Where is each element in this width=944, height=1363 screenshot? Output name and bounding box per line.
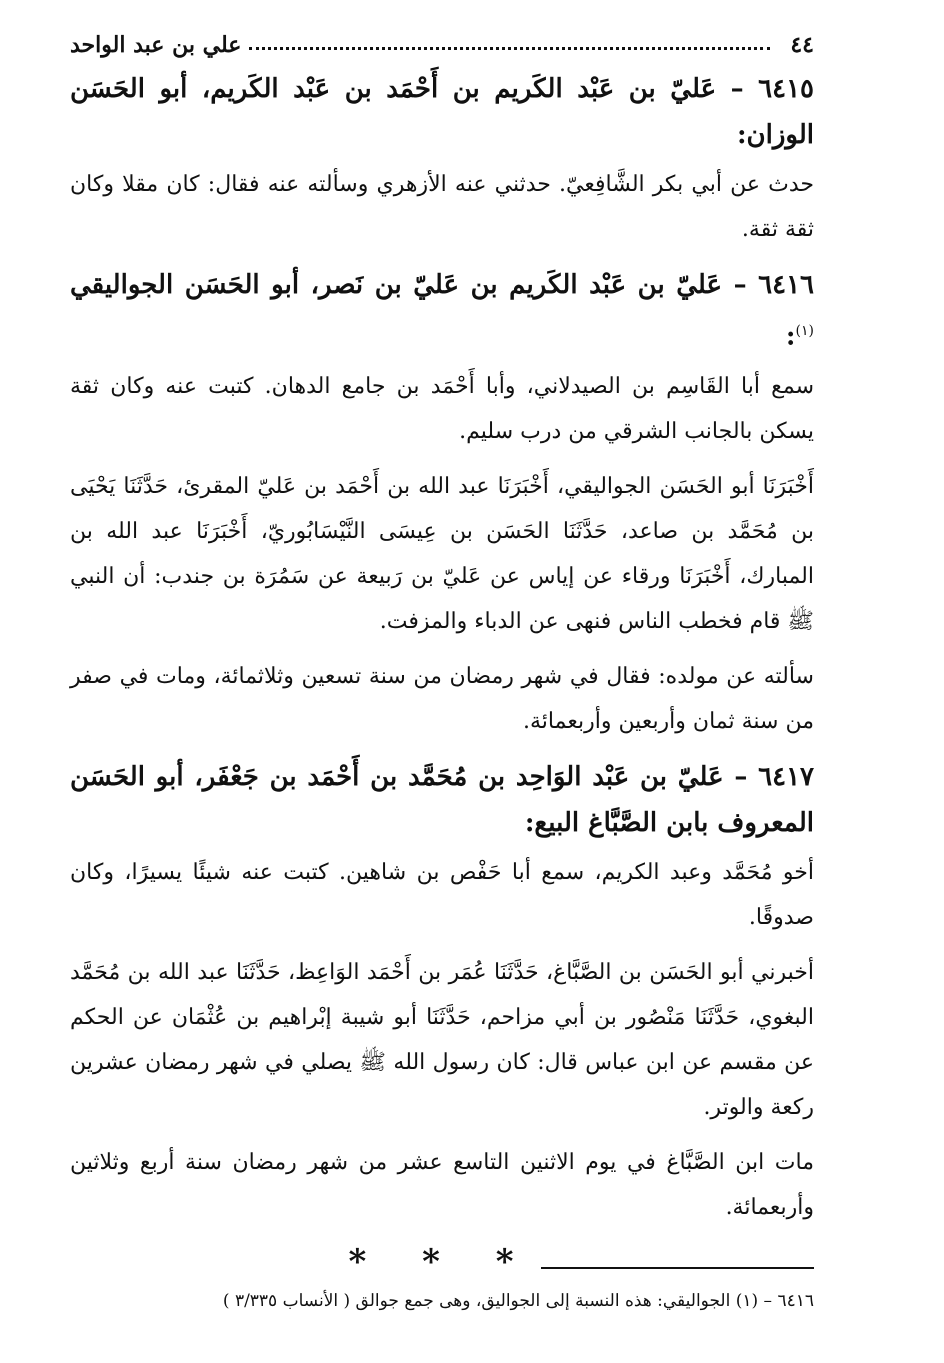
running-title: علي بن عبد الواحد <box>70 32 242 58</box>
entry-heading-text: ٦٤١٥ – عَليّ بن عَبْد الكَريم بن أَحْمَد بن عَبْد الكَريم، أبو الحَسَن الوزان: <box>70 74 814 150</box>
entry-paragraph: مات ابن الصَّبَّاغ في يوم الاثنين التاسع عشر من شهر رمضان سنة أربع وثلاثين وأربعمائة. <box>70 1149 814 1220</box>
header-dot-leader <box>249 47 770 50</box>
entry-paragraph: حدث عن أبي بكر الشَّافِعيّ. حدثني عنه الأزهري وسألته عنه فقال: كان مقلا وكان ثقة ثقة. <box>70 172 814 242</box>
entry-paragraph: أخبرني أبو الحَسَن بن الصَّبَّاغ، حَدَّثَنَا عُمَر بن أَحْمَد الوَاعِظ، حَدَّثَنَا عبد الله بن مُحَمَّد البغوي، حَدَّثَنَا مَنْصُور بن أبي مزاحم، حَدَّثَنَا أبو شيبة إبْراهيم بن عُثْمَان عن الحكم عن مقسم عن ابن عباس قال: كان رسول الله ﷺ يصلي في شهر رمضان عشرين ركعة والوتر. <box>70 959 814 1120</box>
entry-heading-text: ٦٤١٦ – عَليّ بن عَبْد الكَريم بن عَليّ بن نَصر، أبو الحَسَن الجواليقي <box>70 270 814 300</box>
entry-paragraph: أخو مُحَمَّد وعبد الكريم، سمع أبا حَفْص بن شاهين. كتبت عنه شيئًا يسيرًا، وكان صدوقًا. <box>70 859 814 930</box>
entry-paragraph: سألته عن مولده: فقال في شهر رمضان من سنة تسعين وثلاثمائة، ومات في صفر من سنة ثمان وأربعين وأربعمائة. <box>70 663 814 734</box>
page-number: ٤٤ <box>790 32 814 58</box>
entry-paragraph: أَخْبَرَنَا أبو الحَسَن الجواليقي، أَخْبَرَنَا عبد الله بن أَحْمَد بن عَليّ المقرئ، حَدَّثَنَا يَحْيَى بن مُحَمَّد بن صاعد، حَدَّثَنَا الحَسَن بن عِيسَى النَّيْسَابُوريّ، أَخْبَرَنَا عبد الله بن المبارك، أَخْبَرَنَا ورقاء عن إياس عن عَليّ بن رَبيعة عن سَمُرَة بن جندب: أن النبي ﷺ قام فخطب الناس فنهى عن الدباء والمزفت. <box>70 473 814 634</box>
section-separator-stars: * * * <box>348 1241 536 1282</box>
entry-heading-text: ٦٤١٧ – عَليّ بن عَبْد الوَاحِد بن مُحَمَّد بن أَحْمَد بن جَعْفَر، أبو الحَسَن المعروف بابن الصَّبَّاغ البيع: <box>70 761 814 838</box>
entry-paragraph: سمع أبا القَاسِم بن الصيدلاني، وأبا أَحْمَد بن جامع الدهان. كتبت عنه وكان ثقة يسكن بالجانب الشرقي من درب سليم. <box>70 373 814 444</box>
page-body <box>70 66 814 1282</box>
page-header <box>70 30 814 60</box>
footnote-reference[interactable]: (١) <box>795 323 814 339</box>
entry-heading-6415 <box>70 66 814 158</box>
footnote: ٦٤١٦ – (١) الجواليقي: هذه النسبة إلى الجواليق، وهى جمع جوالق ( الأنساب ٣/٣٣٥ ) <box>222 1291 814 1311</box>
entry-heading-6416 <box>70 262 814 360</box>
footnote-divider <box>541 1267 814 1269</box>
heading-colon: : <box>785 321 796 352</box>
entry-heading-6417 <box>70 754 814 846</box>
